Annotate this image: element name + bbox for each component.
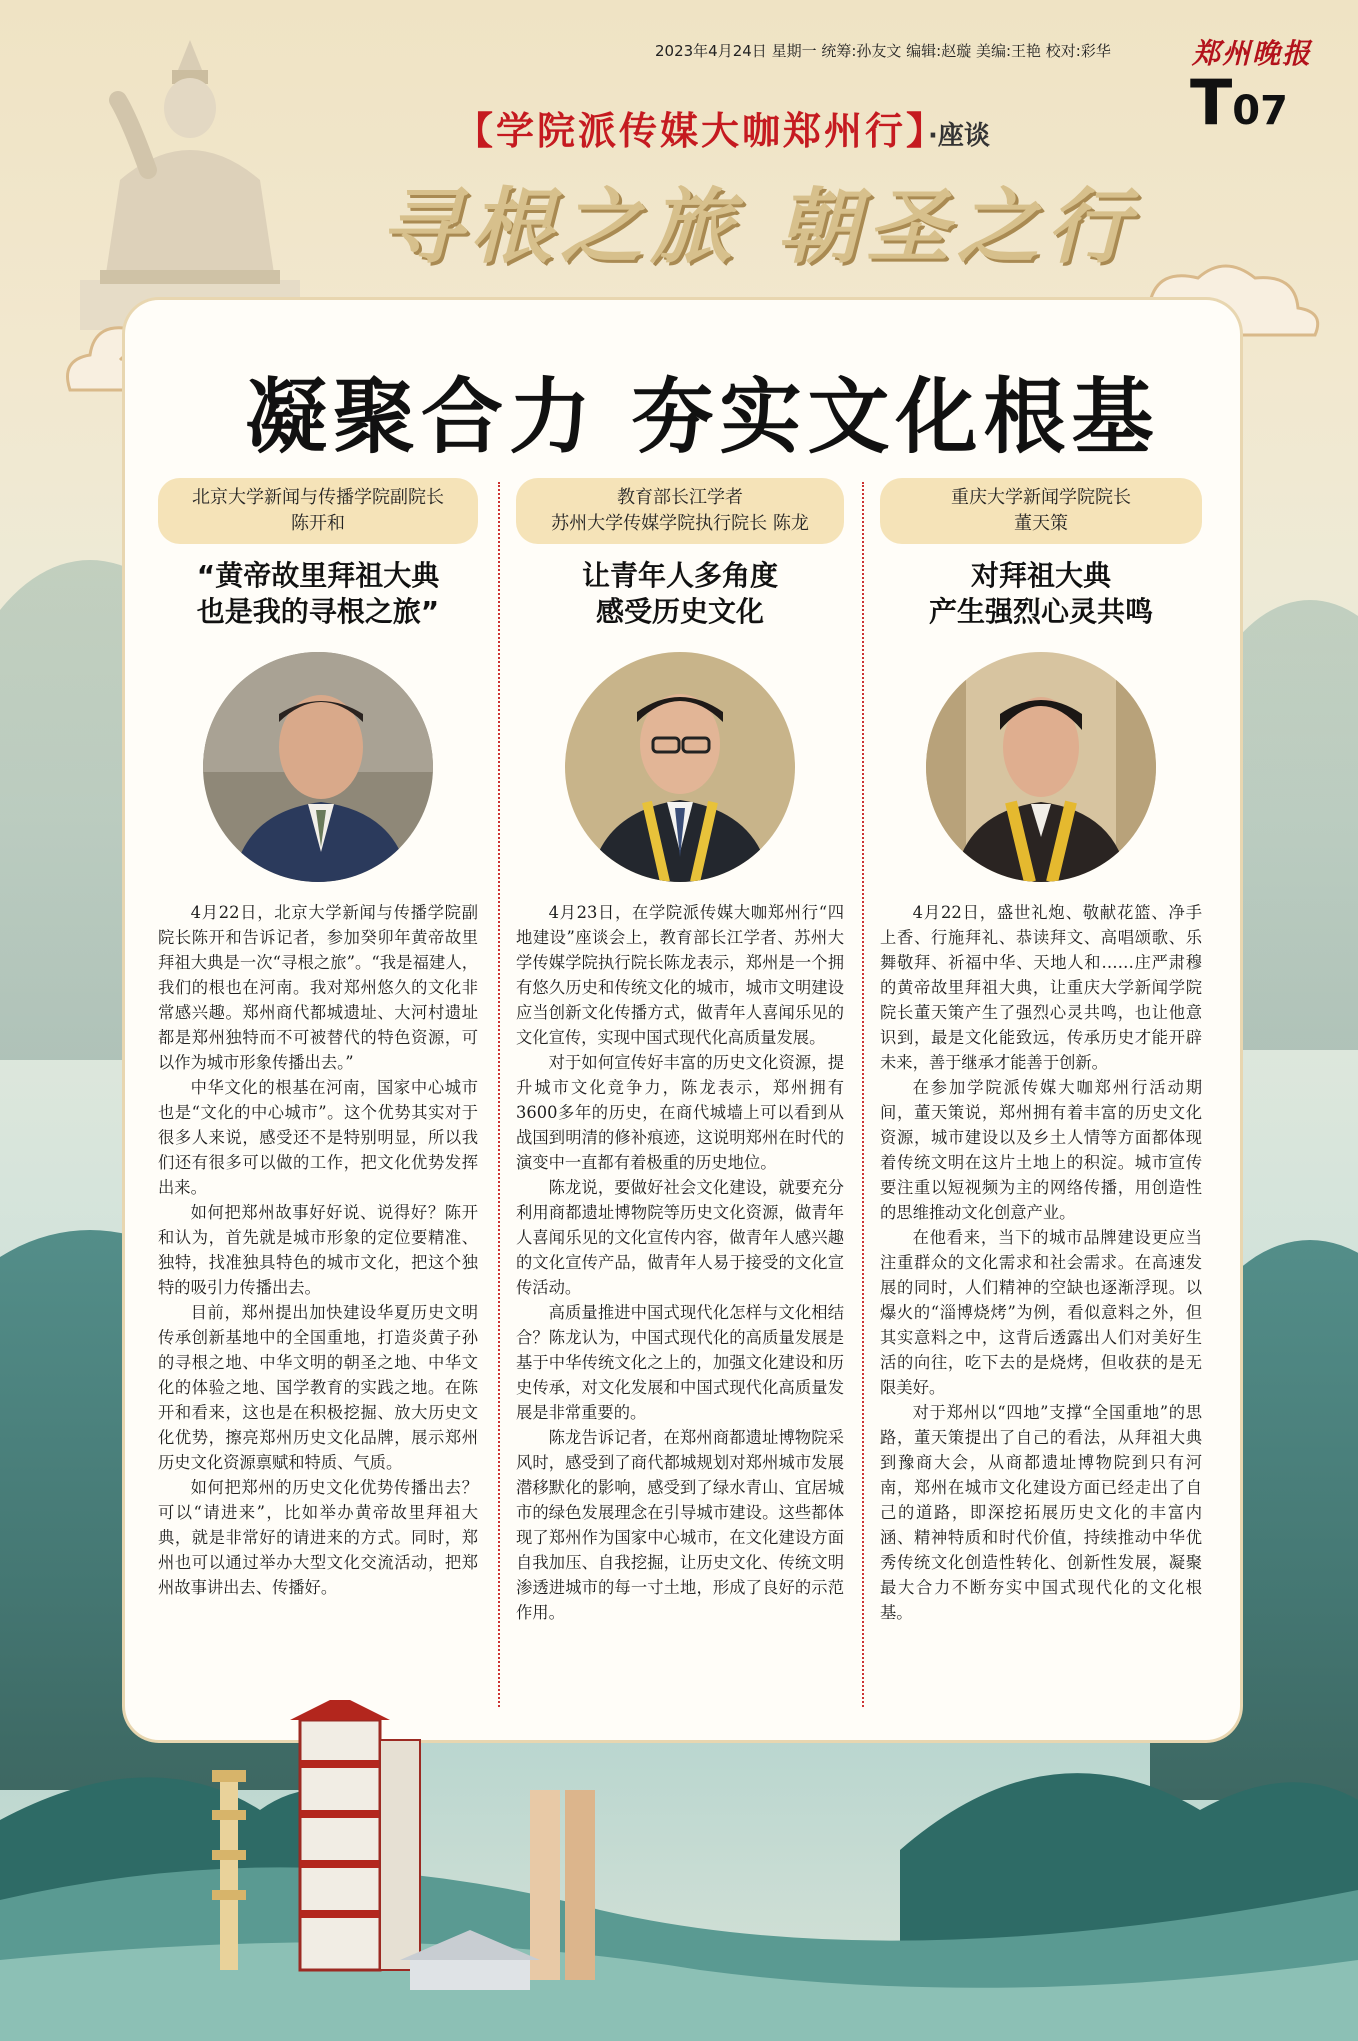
paragraph: 陈龙说，要做好社会文化建设，就要充分利用商都遗址博物院等历史文化资源，做青年人喜闻乐见的文化宣传内容，做青年人感兴趣的文化宣传产品，做青年人易于接受的文化宣传活动。 [516,1178,844,1297]
yellow-emperor-statue-icon [60,30,320,330]
page-number-digits: 07 [1232,88,1288,134]
speaker-role [880,478,1202,544]
paragraph: 中华文化的根基在河南，国家中心城市也是“文化的中心城市”。这个优势其实对于很多人来说，感受还不是特别明显，所以我们还有很多可以做的工作，把文化优势发挥出来。 [158,1078,478,1197]
slogan: 寻根之旅 朝圣之行 [380,180,1137,275]
paragraph: 目前，郑州提出加快建设华夏历史文明传承创新基地中的全国重地，打造炎黄子孙的寻根之地、中华文明的朝圣之地、中华文化的体验之地、国学教育的实践之地。在陈开和看来，这也是在积极挖掘、放大历史文化优势，擦亮郑州历史文化品牌，展示郑州历史文化资源禀赋和特质、气质。 [158,1303,478,1472]
paragraph: 如何把郑州的历史文化优势传播出去？可以“请进来”，比如举办黄帝故里拜祖大典，就是非常好的请进来的方式。同时，郑州也可以通过举办大型文化交流活动，把郑州故事讲出去、传播好。 [158,1478,478,1597]
paragraph: 对于郑州以“四地”支撑“全国重地”的思路，董天策提出了自己的看法，从拜祖大典到豫商大会，从商都遗址博物院到只有河南，郑州在城市文化建设方面已经走出了自己的道路，即深挖拓展历史文化的丰富内涵、精神特质和时代价值，持续推动中华优秀传统文化创造性转化、创新性发展，凝聚最大合力不断夯实中国式现代化的文化根基。 [880,1403,1202,1622]
column-chen-kaihe [158,478,478,1600]
paragraph: 4月22日，北京大学新闻与传播学院副院长陈开和告诉记者，参加癸卯年黄帝故里拜祖大典是一次“寻根之旅”。“我是福建人，我们的根也在河南。我对郑州悠久的文化非常感兴趣。郑州商代都城遗址、大河村遗址都是郑州独特而不可被替代的特色资源，可以作为城市形象传播出去。” [158,903,478,1072]
newspaper-masthead: 郑州晚报 [1192,37,1313,70]
title-line-2: 也是我的寻根之旅” [196,595,440,628]
title-line-2: 感受历史文化 [595,595,764,628]
page-number-letter: T [1190,66,1233,139]
role-line-1: 重庆大学新闻学院院长 [951,487,1131,508]
paragraph: 在他看来，当下的城市品牌建设更应当注重群众的文化需求和社会需求。在高速发展的同时，人们精神的空缺也逐渐浮现。以爆火的“淄博烧烤”为例，看似意料之外，但其实意料之中，这背后透露出人们对美好生活的向往，吃下去的是烧烤，但收获的是无限美好。 [880,1228,1202,1397]
portrait-chen-kaihe-icon [203,652,433,882]
series-subtitle: ·座谈 [928,121,990,151]
role-line-2: 苏州大学传媒学院执行院长 陈龙 [551,513,809,534]
title-line-1: 对拜祖大典 [970,559,1111,592]
paragraph: 陈龙告诉记者，在郑州商都遗址博物院采风时，感受到了商代都城规划对郑州城市发展潜移默化的影响，感受到了绿水青山、宜居城市的绿色发展理念在引导城市建设。这些都体现了郑州作为国家中心城市，在文化建设方面自我加压、自我挖掘，让历史文化、传统文明渗透进城市的每一寸土地，形成了良好的示范作用。 [516,1428,844,1622]
column-title [880,558,1202,630]
paragraph: 4月23日，在学院派传媒大咖郑州行“四地建设”座谈会上，教育部长江学者、苏州大学传媒学院执行院长陈龙表示，郑州是一个拥有悠久历史和传统文化的城市，城市文明建设应当创新文化传播方式，做青年人喜闻乐见的文化宣传，实现中国式现代化高质量发展。 [516,903,844,1047]
page-number [1190,66,1288,139]
issue-info: 2023年4月24日 星期一 统筹:孙友文 编辑:赵璇 美编:王艳 校对:彩华 [655,42,1111,60]
role-line-2: 董天策 [1014,513,1068,534]
paragraph: 4月22日，盛世礼炮、敬献花篮、净手上香、行施拜礼、恭读拜文、高唱颂歌、乐舞敬拜、祈福中华、天地人和……庄严肃穆的黄帝故里拜祖大典，让重庆大学新闻学院院长董天策产生了强烈心灵共鸣，也让他意识到，最是文化能致远，传承历史才能开辟未来，善于继承才能善于创新。 [880,903,1202,1072]
zhengzhou-skyline-illustration [0,1700,1358,2041]
series-title [455,100,990,155]
column-divider-1 [498,482,500,1707]
portrait-dong-tiance-icon [926,652,1156,882]
column-divider-2 [862,482,864,1707]
column-chen-long [516,478,844,1625]
column-title [516,558,844,630]
twin-tower-icon [290,1700,420,1970]
title-line-2: 产生强烈心灵共鸣 [928,595,1153,628]
paragraph: 在参加学院派传媒大咖郑州行活动期间，董天策说，郑州拥有着丰富的历史文化资源，城市建设以及乡土人情等方面都体现着传统文明在这片土地上的积淀。城市宣传要注重以短视频为主的网络传播，用创造性的思维推动文化创意产业。 [880,1078,1202,1222]
title-line-1: 让青年人多角度 [581,559,778,592]
column-dong-tiance [880,478,1202,1625]
article-body [158,900,478,1600]
column-title [158,558,478,630]
paragraph: 对于如何宣传好丰富的历史文化资源，提升城市文化竞争力，陈龙表示，郑州拥有3600多年的历史，在商代城墙上可以看到从战国到明清的修补痕迹，这说明郑州在时代的演变中一直都有着极重的历史地位。 [516,1053,844,1172]
role-line-1: 北京大学新闻与传播学院副院长 [192,487,444,508]
article-body [880,900,1202,1625]
role-line-2: 陈开和 [291,513,345,534]
headline: 凝聚合力 夯实文化根基 [245,370,1160,465]
speaker-role [158,478,478,544]
article-body [516,900,844,1625]
paragraph: 高质量推进中国式现代化怎样与文化相结合？陈龙认为，中国式现代化的高质量发展是基于中华传统文化之上的，加强文化建设和历史传承，对文化发展和中国式现代化高质量发展是非常重要的。 [516,1303,844,1422]
paragraph: 如何把郑州故事好好说、说得好？陈开和认为，首先就是城市形象的定位要精准、独特，找准独具特色的城市文化，把这个独特的吸引力传播出去。 [158,1203,478,1297]
title-line-1: “黄帝故里拜祖大典 [196,559,440,592]
portrait-chen-long-icon [565,652,795,882]
role-line-1: 教育部长江学者 [617,487,743,508]
series-name: 【学院派传媒大咖郑州行】 [455,108,929,153]
speaker-role [516,478,844,544]
